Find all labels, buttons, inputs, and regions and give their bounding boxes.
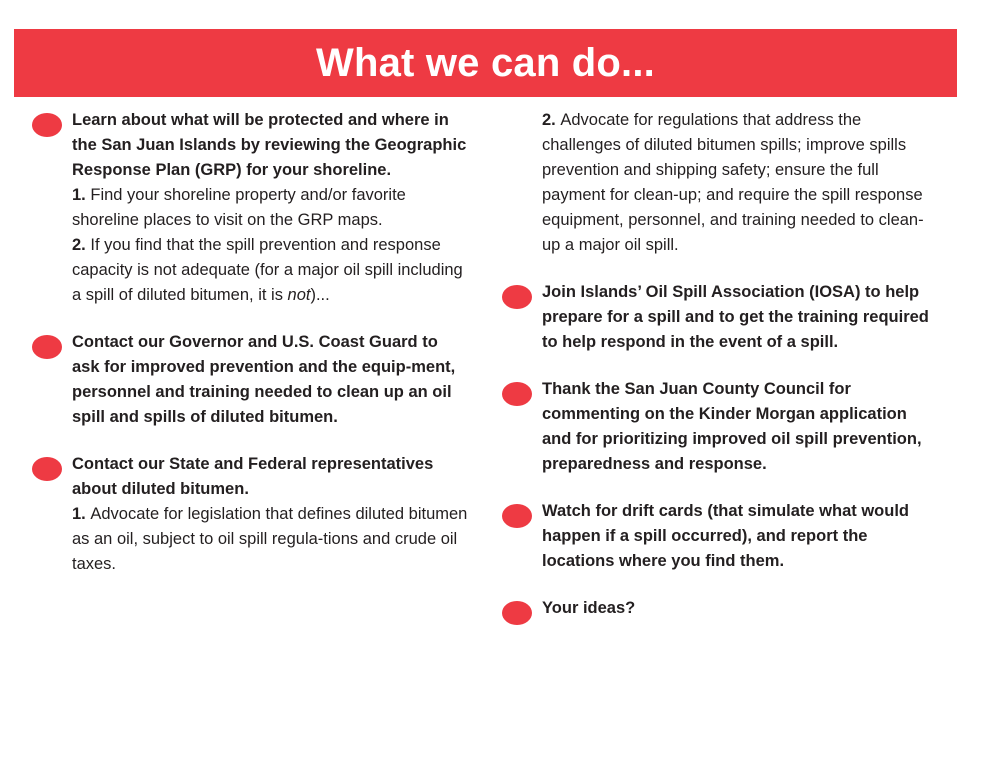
item-number: 1. <box>72 186 91 204</box>
item-number: 1. <box>72 505 91 523</box>
bullet-dot-icon <box>32 457 62 481</box>
item-number: 2. <box>72 236 86 254</box>
item-text: Advocate for legislation that defines diluted bitumen as an oil, subject to oil spill regula-tions and crude oil taxes. <box>72 505 468 573</box>
page-title: What we can do... <box>316 41 655 85</box>
bullet-heading-text: Contact our State and Federal representatives about diluted bitumen. <box>72 455 434 498</box>
bullet-block <box>498 280 938 355</box>
bullet-heading <box>72 108 468 183</box>
bullet-dot-icon <box>502 382 532 406</box>
item-text: Advocate for regulations that address the challenges of diluted bitumen spills; improve spills prevention and shipping safety; ensure the full payment for clean-up; and require the spill response equipment, personnel, and training needed to clean-up a major oil spill. <box>542 111 924 254</box>
left-column <box>28 108 468 599</box>
item-emphasis: not <box>287 286 311 304</box>
bullet-dot-icon <box>502 504 532 528</box>
bullet-heading <box>542 596 938 621</box>
bullet-block <box>498 499 938 574</box>
bullet-heading-text: Contact our Governor and U.S. Coast Guard to ask for improved prevention and the equip-ment, personnel and training needed to clean up an oil spill and spills of diluted bitumen. <box>72 333 456 426</box>
numbered-item <box>542 108 938 258</box>
numbered-item <box>72 183 468 233</box>
bullet-dot-icon <box>502 601 532 625</box>
item-number: 2. <box>542 111 561 129</box>
bullet-dot-icon <box>32 335 62 359</box>
item-text-tail: )... <box>310 286 330 304</box>
bullet-heading <box>72 452 468 502</box>
item-text: Find your shoreline property and/or favorite shoreline places to visit on the GRP maps. <box>72 186 406 229</box>
bullet-heading <box>72 330 468 430</box>
bullet-block <box>28 108 468 308</box>
bullet-heading-text: Watch for drift cards (that simulate what would happen if a spill occurred), and report the locations where you find them. <box>542 502 909 570</box>
bullet-block <box>28 452 468 577</box>
bullet-heading-text: Thank the San Juan County Council for commenting on the Kinder Morgan application and for prioritizing improved oil spill prevention, preparedness and response. <box>542 380 922 473</box>
item-text: If you find that the spill prevention and response capacity is not adequate (for a major oil spill including a spill of diluted bitumen, it is <box>72 236 463 304</box>
bullet-heading <box>542 499 938 574</box>
title-banner <box>14 29 957 97</box>
numbered-item <box>72 233 468 308</box>
bullet-block <box>28 330 468 430</box>
bullet-heading <box>542 280 938 355</box>
bullet-dot-icon <box>502 285 532 309</box>
bullet-block <box>498 377 938 477</box>
bullet-heading-text: Learn about what will be protected and where in the San Juan Islands by reviewing the Geographic Response Plan (GRP) for your shoreline. <box>72 111 467 179</box>
continuation-block <box>498 108 938 258</box>
bullet-heading-text: Your ideas? <box>542 599 636 617</box>
bullet-heading-text: Join Islands’ Oil Spill Association (IOSA) to help prepare for a spill and to get the training required to help respond in the event of a spill. <box>542 283 929 351</box>
right-column <box>498 108 938 643</box>
content-columns <box>0 108 985 748</box>
bullet-heading <box>542 377 938 477</box>
bullet-block <box>498 596 938 621</box>
numbered-item <box>72 502 468 577</box>
bullet-dot-icon <box>32 113 62 137</box>
